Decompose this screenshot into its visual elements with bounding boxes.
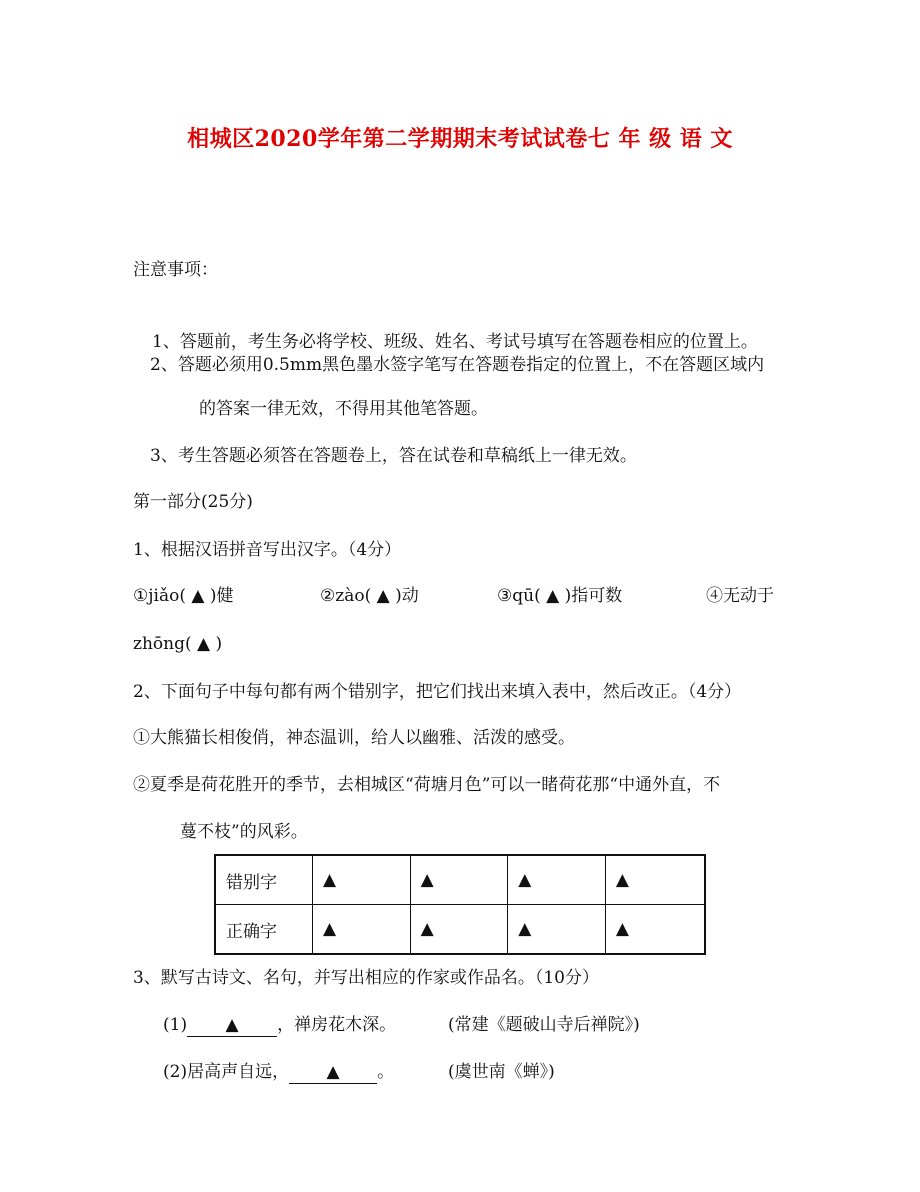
q3-line-2-end: 。 xyxy=(377,1062,395,1082)
exam-title: 相城区2020学年第二学期期末考试试卷七 年 级 语 文 xyxy=(187,126,733,152)
q1-item-4-wrap: zhōng( ▲ ) xyxy=(133,634,223,654)
q3-line-1-source: (常建《题破山寺后禅院》) xyxy=(448,1015,640,1035)
answer-cell: ▲ xyxy=(313,905,411,955)
answer-blank: ▲ xyxy=(187,1014,277,1037)
answer-cell: ▲ xyxy=(410,905,508,955)
answer-cell: ▲ xyxy=(605,905,705,955)
table-row xyxy=(215,855,705,905)
q1-item-4: ④无动于 xyxy=(706,586,774,606)
q1-item-3: ③qū( ▲ )指可数 xyxy=(497,586,623,606)
notice-heading: 注意事项： xyxy=(133,260,218,280)
answer-cell: ▲ xyxy=(508,855,606,905)
notice-item-3: 3、考生答题必须答在答题卷上，答在试卷和草稿纸上一律无效。 xyxy=(150,446,637,466)
answer-cell: ▲ xyxy=(605,855,705,905)
typo-table xyxy=(214,854,706,955)
notice-item-1: 1、答题前，考生务必将学校、班级、姓名、考试号填写在答题卷相应的位置上。 xyxy=(152,332,758,352)
q1-item-2: ②zào( ▲ )动 xyxy=(320,586,419,606)
notice-item-2-line-1: 2、答题必须用0.5mm黑色墨水签字笔写在答题卷指定的位置上，不在答题区域内 xyxy=(150,355,765,375)
part1-heading: 第一部分(25分) xyxy=(133,492,253,512)
answer-blank: ▲ xyxy=(289,1061,377,1084)
q3-line-1-number: (1) xyxy=(163,1015,188,1035)
answer-cell: ▲ xyxy=(508,905,606,955)
q2-sentence-2-line-2: 蔓不枝”的风彩。 xyxy=(180,822,308,842)
answer-cell: ▲ xyxy=(313,855,411,905)
q3-line-2-source: (虞世南《蝉》) xyxy=(448,1062,555,1082)
q3-line-2-text: (2)居高声自远， xyxy=(163,1062,290,1082)
q1-prompt: 1、根据汉语拼音写出汉字。（4分） xyxy=(133,540,402,560)
q2-sentence-1: ①大熊猫长相俊俏，神态温训，给人以幽雅、活泼的感受。 xyxy=(133,728,575,748)
q3-line-1 xyxy=(163,1013,396,1037)
table-row-label: 错别字 xyxy=(215,855,313,905)
notice-item-2-line-2: 的答案一律无效，不得用其他笔答题。 xyxy=(199,399,488,419)
table-row-label: 正确字 xyxy=(215,905,313,955)
q3-prompt: 3、默写古诗文、名句，并写出相应的作家或作品名。（10分） xyxy=(133,968,599,988)
answer-cell: ▲ xyxy=(410,855,508,905)
q2-prompt: 2、下面句子中每句都有两个错别字，把它们找出来填入表中，然后改正。（4分） xyxy=(133,682,742,702)
q3-line-2 xyxy=(163,1060,394,1084)
q2-sentence-2-line-1: ②夏季是荷花胜开的季节，去相城区“荷塘月色”可以一睹荷花那“中通外直，不 xyxy=(133,775,721,795)
q3-line-1-text: ，禅房花木深。 xyxy=(277,1015,397,1035)
table-row xyxy=(215,905,705,955)
q1-item-1: ①jiǎo( ▲ )健 xyxy=(133,586,234,606)
